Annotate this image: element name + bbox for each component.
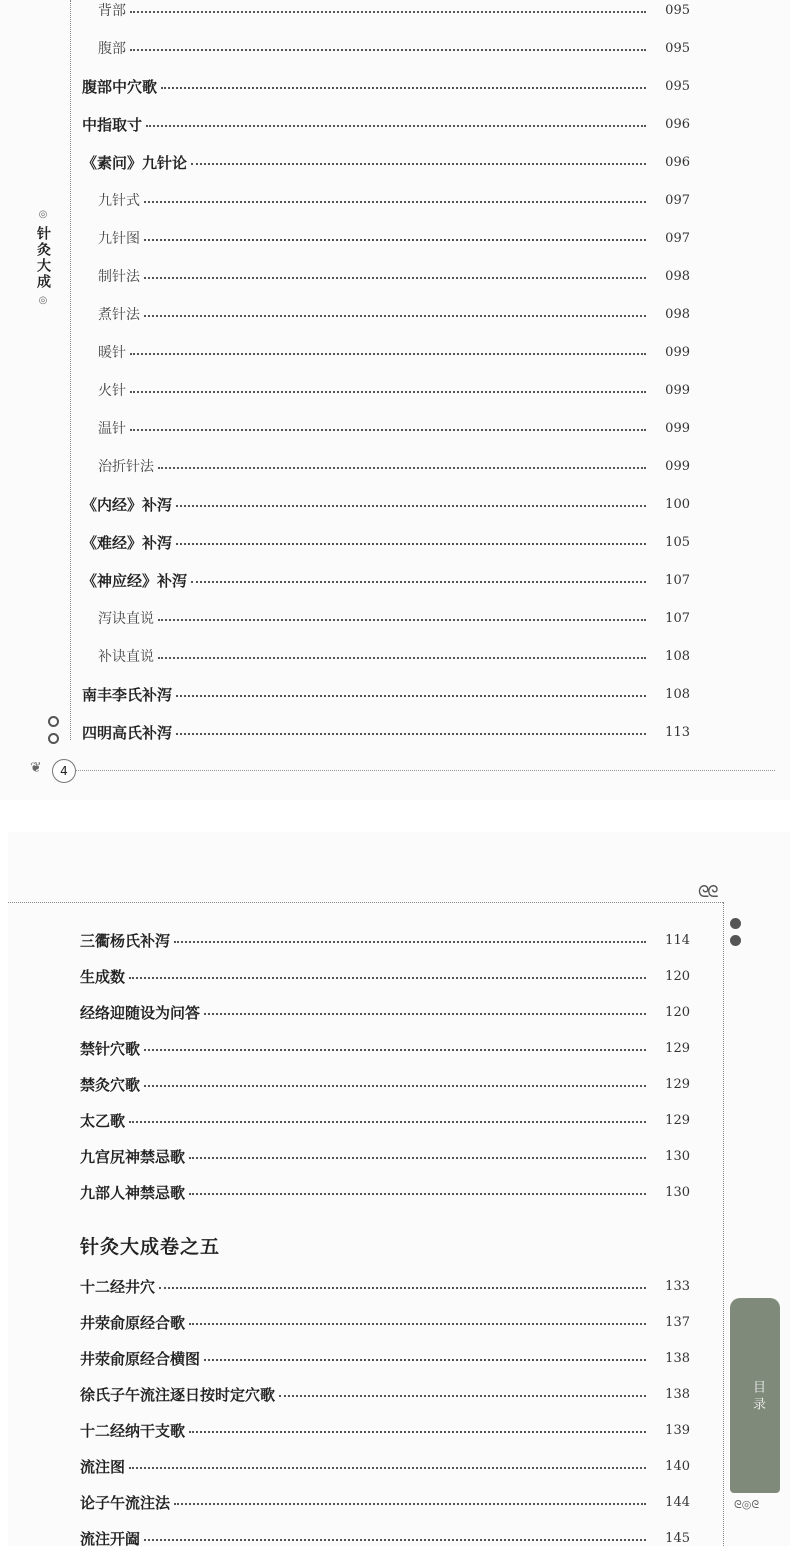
toc-entry-page: 096 [665,116,690,132]
toc-entry-title: 中指取寸 [82,115,143,134]
toc-entry-page: 098 [665,306,690,322]
toc-entry[interactable] [82,110,690,138]
toc-entry[interactable] [98,262,690,290]
dot-leader [130,11,646,13]
toc-entry-title: 煮针法 [98,307,140,323]
toc-entry-page: 138 [665,1350,690,1366]
page-number: 4 [52,759,76,783]
toc-entry-title: 温针 [98,421,126,437]
dot-leader [189,1193,646,1195]
toc-entry-title: 背部 [98,3,126,19]
dot-leader [159,1287,646,1289]
toc-entry[interactable] [80,1178,690,1206]
cloud-ornament-icon: ᘓᘓ [698,882,717,901]
toc-entry-page: 095 [665,78,690,94]
dot-leader [144,277,646,279]
dot-leader [144,1539,646,1541]
toc-entry[interactable] [98,224,690,252]
toc-entry-page: 099 [665,382,690,398]
toc-entry-title: 九宫尻神禁忌歌 [80,1147,186,1166]
toc-page-right [8,832,790,1546]
dot-leader [158,467,646,469]
dot-leader [189,1157,646,1159]
dot-leader [144,1085,646,1087]
dot-leader [174,1503,646,1505]
toc-entry[interactable] [80,1416,690,1444]
page-frame-left [70,0,71,740]
toc-entry[interactable] [80,1380,690,1408]
toc-entry-title: 九部人神禁忌歌 [80,1183,186,1202]
dot-leader [130,429,646,431]
toc-entry-page: 100 [665,496,690,512]
toc-entry-page: 107 [665,572,690,588]
dot-leader [144,315,646,317]
toc-entry[interactable] [98,186,690,214]
dot-leader [191,581,646,583]
dot-leader [144,201,646,203]
toc-entry-page: 095 [665,40,690,56]
toc-entry-title: 补诀直说 [98,649,154,665]
binding-dots [730,918,740,952]
dot-icon [730,918,741,929]
book-title-sidebar [31,210,55,306]
toc-entry[interactable] [80,1272,690,1300]
toc-entry-title: 流注开阖 [80,1529,141,1546]
toc-entry-page: 095 [665,2,690,18]
toc-entry-title: 井荥俞原经合横图 [80,1349,201,1368]
toc-entry-page: 120 [665,968,690,984]
toc-entry-page: 137 [665,1314,690,1330]
dot-leader [130,49,646,51]
toc-entry-page: 139 [665,1422,690,1438]
toc-entry[interactable] [98,376,690,404]
toc-entry-title: 九针图 [98,231,140,247]
toc-entry-page: 145 [665,1530,690,1546]
scroll-ornament-icon: ◎ [38,295,48,306]
dot-leader [129,1467,646,1469]
toc-entry[interactable] [80,998,690,1026]
toc-entry[interactable] [98,0,690,24]
dot-leader [161,87,646,89]
toc-entry[interactable] [80,962,690,990]
toc-entry-page: 129 [665,1076,690,1092]
toc-entry-title: 南丰李氏补泻 [82,685,173,704]
toc-entry[interactable] [82,680,690,708]
dot-leader [189,1323,646,1325]
toc-entry-page: 096 [665,154,690,170]
toc-entry[interactable] [82,528,690,556]
dot-leader [158,657,646,659]
toc-entry-page: 099 [665,458,690,474]
toc-entry[interactable] [98,338,690,366]
toc-entry-page: 113 [665,724,690,740]
dot-leader [130,353,646,355]
dot-leader [176,695,646,697]
dot-leader [144,239,646,241]
dot-leader [191,163,646,165]
dot-icon [48,716,59,727]
toc-entry-page: 114 [665,932,690,948]
toc-entry[interactable] [82,566,690,594]
toc-entry-title: 四明高氏补泻 [82,723,173,742]
toc-entry-page: 129 [665,1040,690,1056]
dot-leader [204,1359,646,1361]
toc-entry[interactable] [82,72,690,100]
dot-leader [146,125,646,127]
toc-entry-page: 098 [665,268,690,284]
dot-icon [48,733,59,744]
dot-leader [279,1395,646,1397]
toc-entry[interactable] [80,1452,690,1480]
toc-entry[interactable] [80,1142,690,1170]
toc-entry-title: 经络迎随设为问答 [80,1003,201,1022]
book-title: 针灸大成 [35,226,51,290]
dot-leader [130,391,646,393]
toc-entry-page: 130 [665,1184,690,1200]
toc-entry-title: 十二经井穴 [80,1277,156,1296]
toc-entry-page: 133 [665,1278,690,1294]
section-heading: 针灸大成卷之五 [80,1236,221,1258]
toc-entry-page: 105 [665,534,690,550]
toc-entry-title: 禁针穴歌 [80,1039,141,1058]
toc-entry[interactable] [80,1524,690,1546]
page-gap [0,800,790,832]
page-frame-right [723,902,724,1546]
toc-entry-title: 《神应经》补泻 [82,571,188,590]
flourish-icon: ❦ [30,760,42,776]
dot-leader [174,941,646,943]
toc-entry[interactable] [80,1344,690,1372]
toc-entry[interactable] [98,452,690,480]
toc-entry[interactable] [98,604,690,632]
toc-entry[interactable] [98,34,690,62]
toc-entry-page: 144 [665,1494,690,1510]
dot-icon [730,935,741,946]
toc-entry[interactable] [80,1034,690,1062]
toc-entry-page: 138 [665,1386,690,1402]
toc-entry[interactable] [82,718,690,746]
page-frame-top [8,902,723,903]
dot-leader [189,1431,646,1433]
toc-entry[interactable] [80,1308,690,1336]
dot-leader [176,505,646,507]
dot-leader [176,733,646,735]
chapter-tab-label: 目录 [750,1380,765,1414]
toc-entry-page: 140 [665,1458,690,1474]
toc-entry-title: 三衢杨氏补泻 [80,931,171,950]
toc-entry-title: 九针式 [98,193,140,209]
toc-entry-page: 130 [665,1148,690,1164]
toc-entry-title: 十二经纳干支歌 [80,1421,186,1440]
toc-entry-title: 腹部 [98,41,126,57]
binding-dots [48,716,58,750]
toc-entry-page: 099 [665,420,690,436]
dot-leader [158,619,646,621]
toc-entry-title: 生成数 [80,967,126,986]
toc-entry-title: 《素问》九针论 [82,153,188,172]
toc-entry-page: 107 [665,610,690,626]
dot-leader [129,1121,646,1123]
toc-entry-title: 腹部中穴歌 [82,77,158,96]
toc-entry[interactable] [80,1070,690,1098]
page-frame-bottom [75,770,775,771]
toc-entry-title: 徐氏子午流注逐日按时定穴歌 [80,1385,276,1404]
toc-entry-page: 108 [665,648,690,664]
toc-entry-title: 禁灸穴歌 [80,1075,141,1094]
toc-entry[interactable] [82,490,690,518]
toc-entry-title: 泻诀直说 [98,611,154,627]
dot-leader [176,543,646,545]
toc-entry[interactable] [98,300,690,328]
toc-entry[interactable] [80,1106,690,1134]
toc-entry-title: 火针 [98,383,126,399]
toc-entry-title: 治折针法 [98,459,154,475]
toc-entry-page: 129 [665,1112,690,1128]
scroll-ornament-icon: ᘓ◎ᘓ [734,1498,760,1511]
toc-entry-title: 《内经》补泻 [82,495,173,514]
toc-entry-page: 120 [665,1004,690,1020]
scroll-ornament-icon: ◎ [38,209,48,220]
chapter-tab[interactable] [730,1298,780,1511]
toc-entry[interactable] [82,148,690,176]
toc-entry-page: 097 [665,230,690,246]
dot-leader [204,1013,646,1015]
toc-entry-title: 流注图 [80,1457,126,1476]
toc-entry-title: 暖针 [98,345,126,361]
toc-entry[interactable] [80,1488,690,1516]
toc-entry-title: 太乙歌 [80,1111,126,1130]
toc-entry-page: 097 [665,192,690,208]
dot-leader [129,977,646,979]
toc-entry-title: 论子午流注法 [80,1493,171,1512]
dot-leader [144,1049,646,1051]
toc-entry-page: 099 [665,344,690,360]
toc-entry-title: 《难经》补泻 [82,533,173,552]
toc-entry-title: 井荥俞原经合歌 [80,1313,186,1332]
toc-entry-title: 制针法 [98,269,140,285]
toc-entry[interactable] [98,414,690,442]
toc-entry-page: 108 [665,686,690,702]
toc-entry[interactable] [98,642,690,670]
toc-entry[interactable] [80,926,690,954]
